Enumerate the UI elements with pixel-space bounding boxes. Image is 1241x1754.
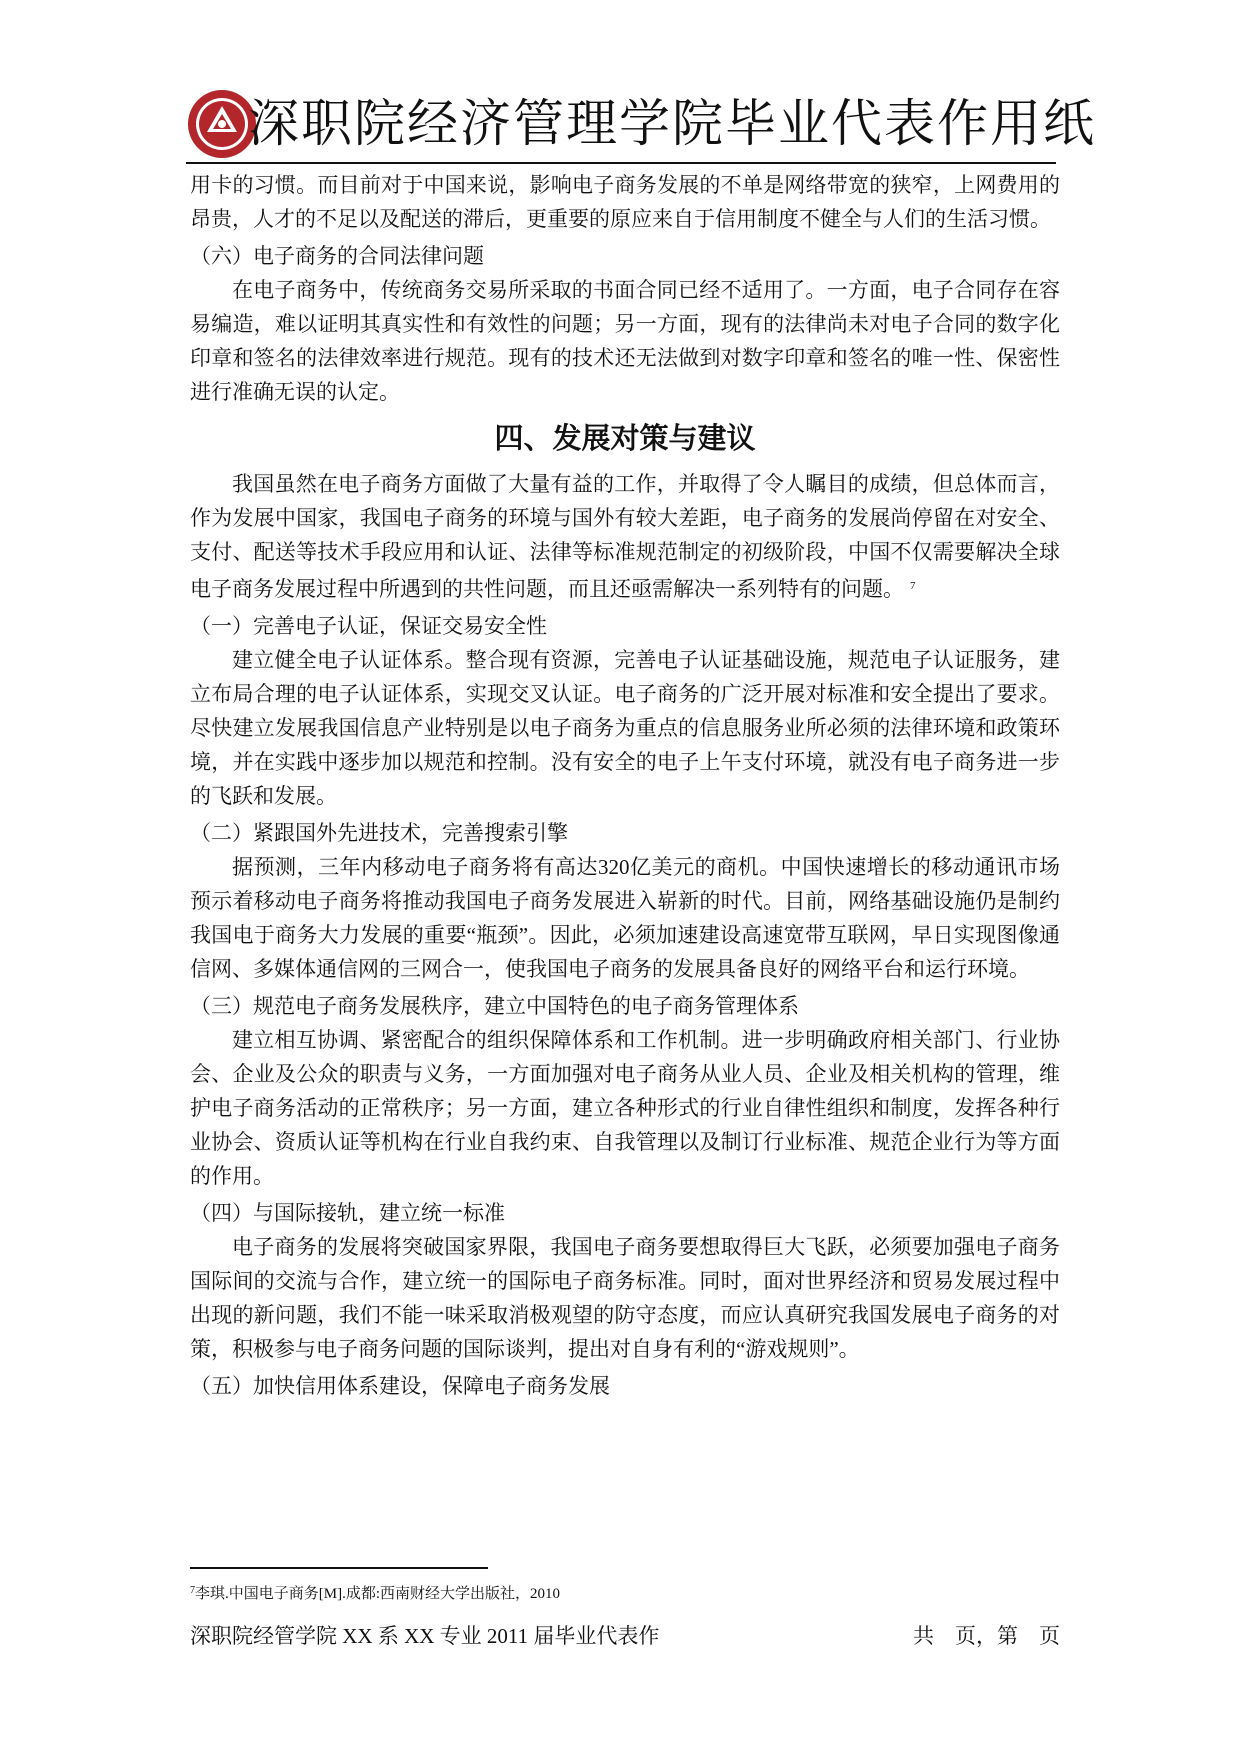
footer-page-count: 共 页，第 页 xyxy=(913,1624,1060,1648)
document-body xyxy=(190,168,1060,1403)
subheading-five: （五）加快信用体系建设，保障电子商务发展 xyxy=(190,1374,610,1398)
page-header-title: 深职院经济管理学院毕业代表作用纸 xyxy=(248,97,1097,153)
paragraph-overview xyxy=(190,467,1060,606)
subheading-four: （四）与国际接轨，建立统一标准 xyxy=(190,1201,505,1225)
paragraph-e-certification: 建立健全电子认证体系。整合现有资源，完善电子认证基础设施，规范电子认证服务，建立布局合理的电子认证体系，实现交叉认证。电子商务的广泛开展对标准和安全提出了要求。尽快建立发展我国信息产业特别是以电子商务为重点的信息服务业所必须的法律环境和政策环境，并在实践中逐步加以规范和控制。没有安全的电子上午支付环境，就没有电子商务进一步的飞跃和发展。 xyxy=(190,648,1060,808)
header-divider xyxy=(186,162,1056,164)
subheading-one: （一）完善电子认证，保证交易安全性 xyxy=(190,614,547,638)
subheading-two: （二）紧跟国外先进技术，完善搜索引擎 xyxy=(190,821,568,845)
page-header xyxy=(186,82,1097,164)
paragraph-management-system: 建立相互协调、紧密配合的组织保障体系和工作机制。进一步明确政府相关部门、行业协会、企业及公众的职责与义务，一方面加强对电子商务从业人员、企业及相关机构的管理，维护电子商务活动的正常秩序；另一方面，建立各种形式的行业自律性组织和制度，发挥各种行业协会、资质认证等机构在行业自我约束、自我管理以及制订行业标准、规范企业行为等方面的作用。 xyxy=(190,1028,1060,1188)
footnote-reference[interactable]: 7 xyxy=(910,580,916,592)
subheading-six: （六）电子商务的合同法律问题 xyxy=(190,244,484,268)
footnote-divider xyxy=(190,1567,488,1569)
paragraph-continued: 用卡的习惯。而目前对于中国来说，影响电子商务发展的不单是网络带宽的狭窄，上网费用的昂贵，人才的不足以及配送的滞后，更重要的原应来自于信用制度不健全与人们的生活习惯。 xyxy=(190,173,1060,231)
paragraph-mobile-commerce: 据预测，三年内移动电子商务将有高达320亿美元的商机。中国快速增长的移动通讯市场预示着移动电子商务将推动我国电子商务发展进入崭新的时代。目前，网络基础设施仍是制约我国电于商务大力发展的重要“瓶颈”。因此，必须加速建设高速宽带互联网，早日实现图像通信网、多媒体通信网的三网合一，使我国电子商务的发展具备良好的网络平台和运行环境。 xyxy=(190,855,1060,981)
subheading-three: （三）规范电子商务发展秩序，建立中国特色的电子商务管理体系 xyxy=(190,994,799,1018)
footnote xyxy=(190,1581,560,1604)
footer-department-line: 深职院经管学院 XX 系 XX 专业 2011 届毕业代表作 xyxy=(190,1624,660,1648)
section-heading-four: 四、发展对策与建议 xyxy=(494,423,756,455)
paragraph-international-standards: 电子商务的发展将突破国家界限，我国电子商务要想取得巨大飞跃，必须要加强电子商务国际间的交流与合作，建立统一的国际电子商务标准。同时，面对世界经济和贸易发展过程中出现的新问题，我们不能一味采取消极观望的防守态度，而应认真研究我国发展电子商务的对策，积极参与电子商务问题的国际谈判，提出对自身有利的“游戏规则”。 xyxy=(190,1235,1060,1361)
paragraph-overview-text: 我国虽然在电子商务方面做了大量有益的工作，并取得了令人瞩目的成绩，但总体而言，作为发展中国家，我国电子商务的环境与国外有较大差距，电子商务的发展尚停留在对安全、支付、配送等技术手段应用和认证、法律等标准规范制定的初级阶段，中国不仅需要解决全球电子商务发展过程中所遇到的共性问题，而且还亟需解决一系列特有的问题。 xyxy=(190,472,1060,601)
paragraph-contract-law: 在电子商务中，传统商务交易所采取的书面合同已经不适用了。一方面，电子合同存在容易编造，难以证明其真实性和有效性的问题；另一方面，现有的法律尚未对电子合同的数字化印章和签名的法律效率进行规范。现有的技术还无法做到对数字印章和签名的唯一性、保密性进行准确无误的认定。 xyxy=(190,278,1060,404)
footnote-number: 7 xyxy=(190,1585,195,1596)
footnote-text: 李琪.中国电子商务[M].成都:西南财经大学出版社，2010 xyxy=(195,1586,560,1602)
